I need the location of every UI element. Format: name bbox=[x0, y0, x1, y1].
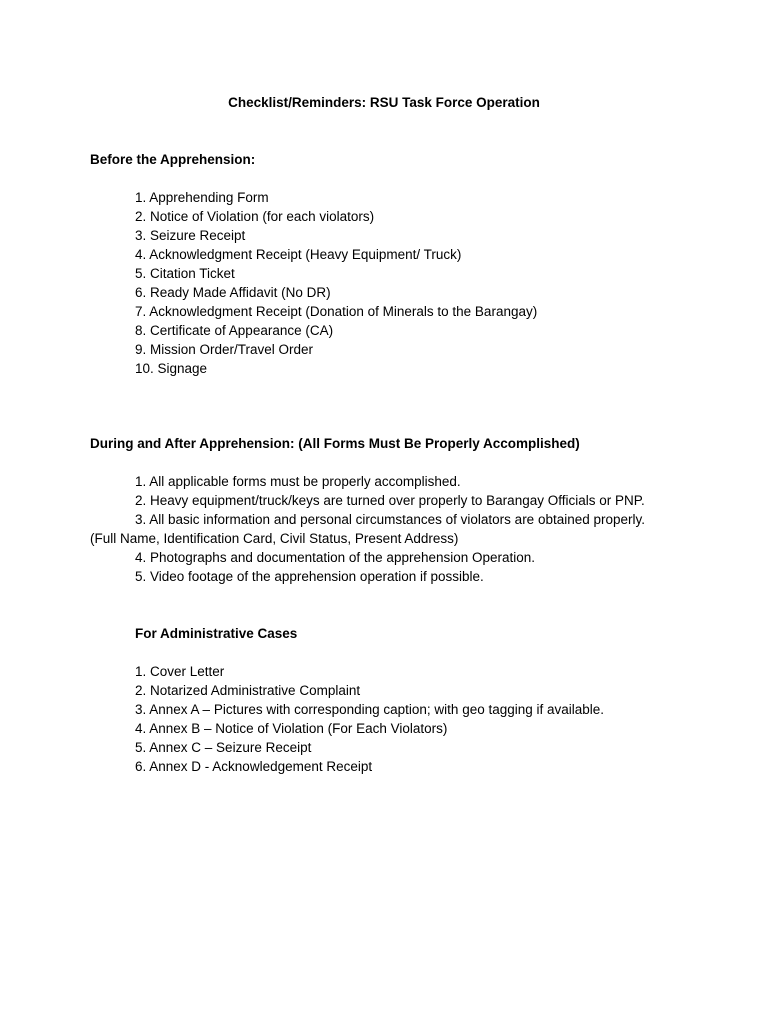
list-item: 1. All applicable forms must be properly accomplished. bbox=[135, 474, 461, 489]
list-item: 4. Annex B – Notice of Violation (For Each Violators) bbox=[135, 721, 448, 736]
list-item: 2. Notice of Violation (for each violators) bbox=[135, 209, 375, 224]
list-item: 6. Ready Made Affidavit (No DR) bbox=[135, 285, 331, 300]
document-title: Checklist/Reminders: RSU Task Force Operation bbox=[228, 95, 540, 110]
section-heading-before: Before the Apprehension: bbox=[90, 152, 256, 167]
list-item: 4. Photographs and documentation of the apprehension Operation. bbox=[135, 550, 536, 565]
list-item: 1. Cover Letter bbox=[135, 664, 225, 679]
list-item: 10. Signage bbox=[135, 361, 208, 376]
list-item: 3. All basic information and personal circumstances of violators are obtained properly. bbox=[135, 512, 646, 527]
list-item: 1. Apprehending Form bbox=[135, 190, 269, 205]
list-item-continuation: (Full Name, Identification Card, Civil Status, Present Address) bbox=[90, 531, 459, 546]
list-item: 3. Seizure Receipt bbox=[135, 228, 246, 243]
list-item: 5. Citation Ticket bbox=[135, 266, 235, 281]
section-heading-during: During and After Apprehension: (All Forms Must Be Properly Accomplished) bbox=[90, 436, 580, 451]
list-item: 2. Notarized Administrative Complaint bbox=[135, 683, 361, 698]
list-item: 7. Acknowledgment Receipt (Donation of Minerals to the Barangay) bbox=[135, 304, 538, 319]
list-item: 5. Video footage of the apprehension operation if possible. bbox=[135, 569, 484, 584]
list-item: 6. Annex D - Acknowledgement Receipt bbox=[135, 759, 373, 774]
section-heading-admin: For Administrative Cases bbox=[135, 626, 298, 641]
list-item: 5. Annex C – Seizure Receipt bbox=[135, 740, 312, 755]
list-item: 3. Annex A – Pictures with corresponding caption; with geo tagging if available. bbox=[135, 702, 605, 717]
list-item: 9. Mission Order/Travel Order bbox=[135, 342, 314, 357]
list-item: 2. Heavy equipment/truck/keys are turned over properly to Barangay Officials or PNP. bbox=[135, 493, 645, 508]
list-item: 8. Certificate of Appearance (CA) bbox=[135, 323, 334, 338]
list-item: 4. Acknowledgment Receipt (Heavy Equipment/ Truck) bbox=[135, 247, 462, 262]
